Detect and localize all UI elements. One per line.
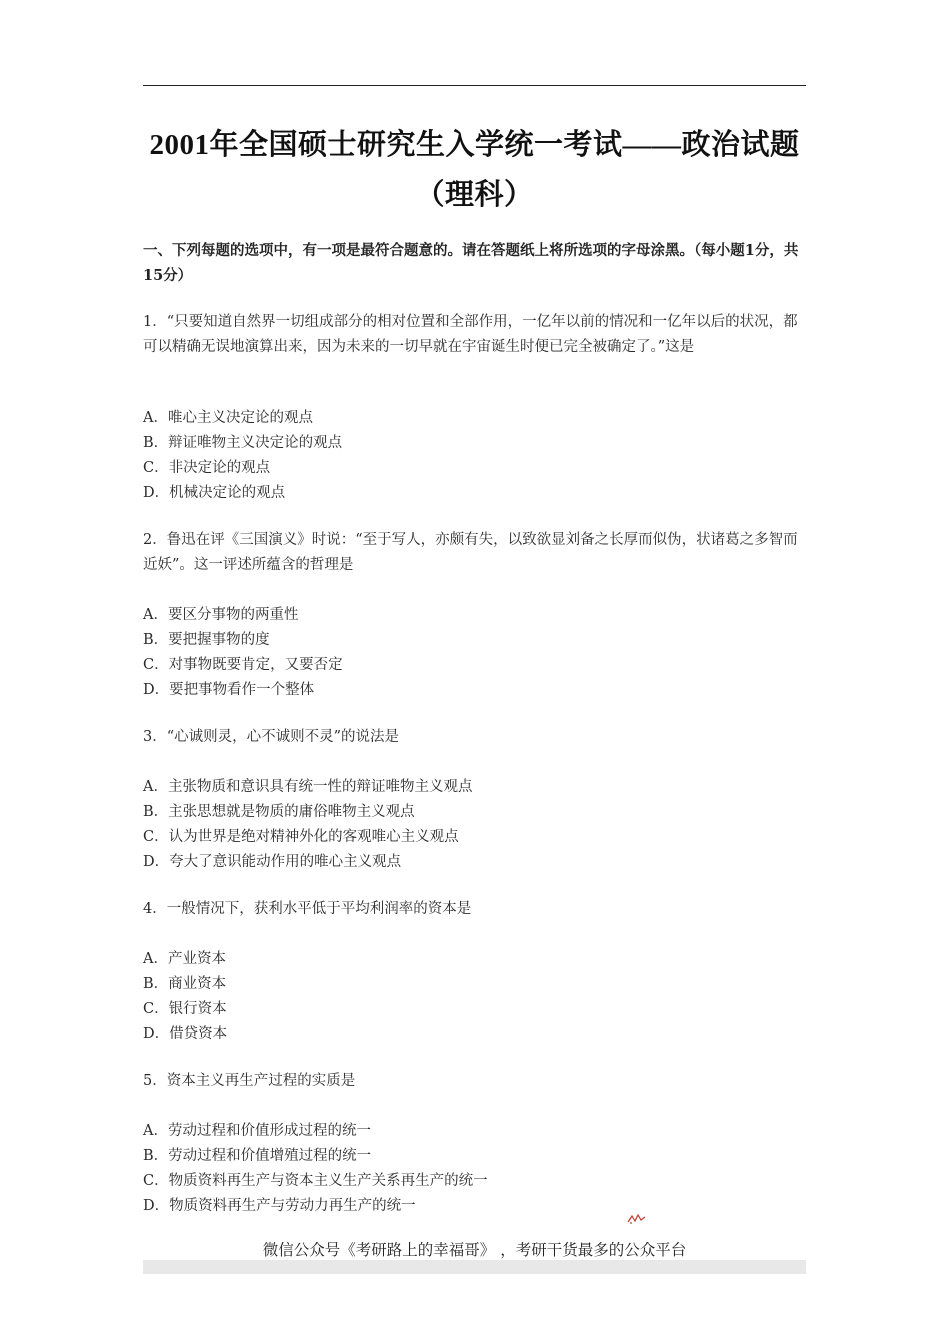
option-5d: D．物质资料再生产与劳动力再生产的统一 [143, 1198, 416, 1214]
option-1a: A．唯心主义决定论的观点 [143, 410, 313, 426]
option-1b: B．辩证唯物主义决定论的观点 [143, 435, 343, 451]
top-divider [143, 85, 806, 86]
option-1d: D．机械决定论的观点 [143, 485, 286, 501]
option-3c: C．认为世界是绝对精神外化的客观唯心主义观点 [143, 829, 459, 845]
option-5b: B．劳动过程和价值增殖过程的统一 [143, 1148, 372, 1164]
option-2d: D．要把事物看作一个整体 [143, 682, 315, 698]
stamp-mark-icon [626, 1213, 648, 1225]
option-5c: C．物质资料再生产与资本主义生产关系再生产的统一 [143, 1173, 488, 1189]
footer-text: 微信公众号《考研路上的幸福哥》 ，考研干货最多的公众平台 [262, 1241, 687, 1259]
question-2: 2．鲁迅在评《三国演义》时说：“至于写人，亦颇有失，以致欲显刘备之长厚而似伪，状诸葛之多智而近妖”。这一评述所蕴含的哲理是 [143, 532, 798, 573]
page-subtitle: （理科） [415, 179, 534, 211]
option-4b: B．商业资本 [143, 976, 227, 992]
question-1: 1．“只要知道自然界一切组成部分的相对位置和全部作用，一亿年以前的情况和一亿年以后的状况，都可以精确无误地演算出来，因为未来的一切早就在宇宙诞生时便已完全被确定了。”这是 [143, 314, 798, 355]
section-heading: 一、下列每题的选项中，有一项是最符合题意的。请在答题纸上将所选项的字母涂黑。（每小题1分，共15分） [143, 242, 799, 284]
footer-bar [143, 1260, 806, 1274]
question-5: 5．资本主义再生产过程的实质是 [143, 1073, 356, 1089]
option-3b: B．主张思想就是物质的庸俗唯物主义观点 [143, 804, 415, 820]
question-4: 4．一般情况下，获利水平低于平均利润率的资本是 [143, 901, 472, 917]
question-3: 3．“心诚则灵，心不诚则不灵”的说法是 [143, 729, 400, 745]
page-title: 2001年全国硕士研究生入学统一考试——政治试题 [149, 129, 800, 161]
option-4a: A．产业资本 [143, 951, 226, 967]
option-3d: D．夸大了意识能动作用的唯心主义观点 [143, 854, 402, 870]
option-2a: A．要区分事物的两重性 [143, 607, 299, 623]
option-4d: D．借贷资本 [143, 1026, 228, 1042]
option-1c: C．非决定论的观点 [143, 460, 271, 476]
option-2c: C．对事物既要肯定，又要否定 [143, 657, 343, 673]
option-3a: A．主张物质和意识具有统一性的辩证唯物主义观点 [143, 779, 473, 795]
option-5a: A．劳动过程和价值形成过程的统一 [143, 1123, 371, 1139]
option-2b: B．要把握事物的度 [143, 632, 270, 648]
option-4c: C．银行资本 [143, 1001, 227, 1017]
